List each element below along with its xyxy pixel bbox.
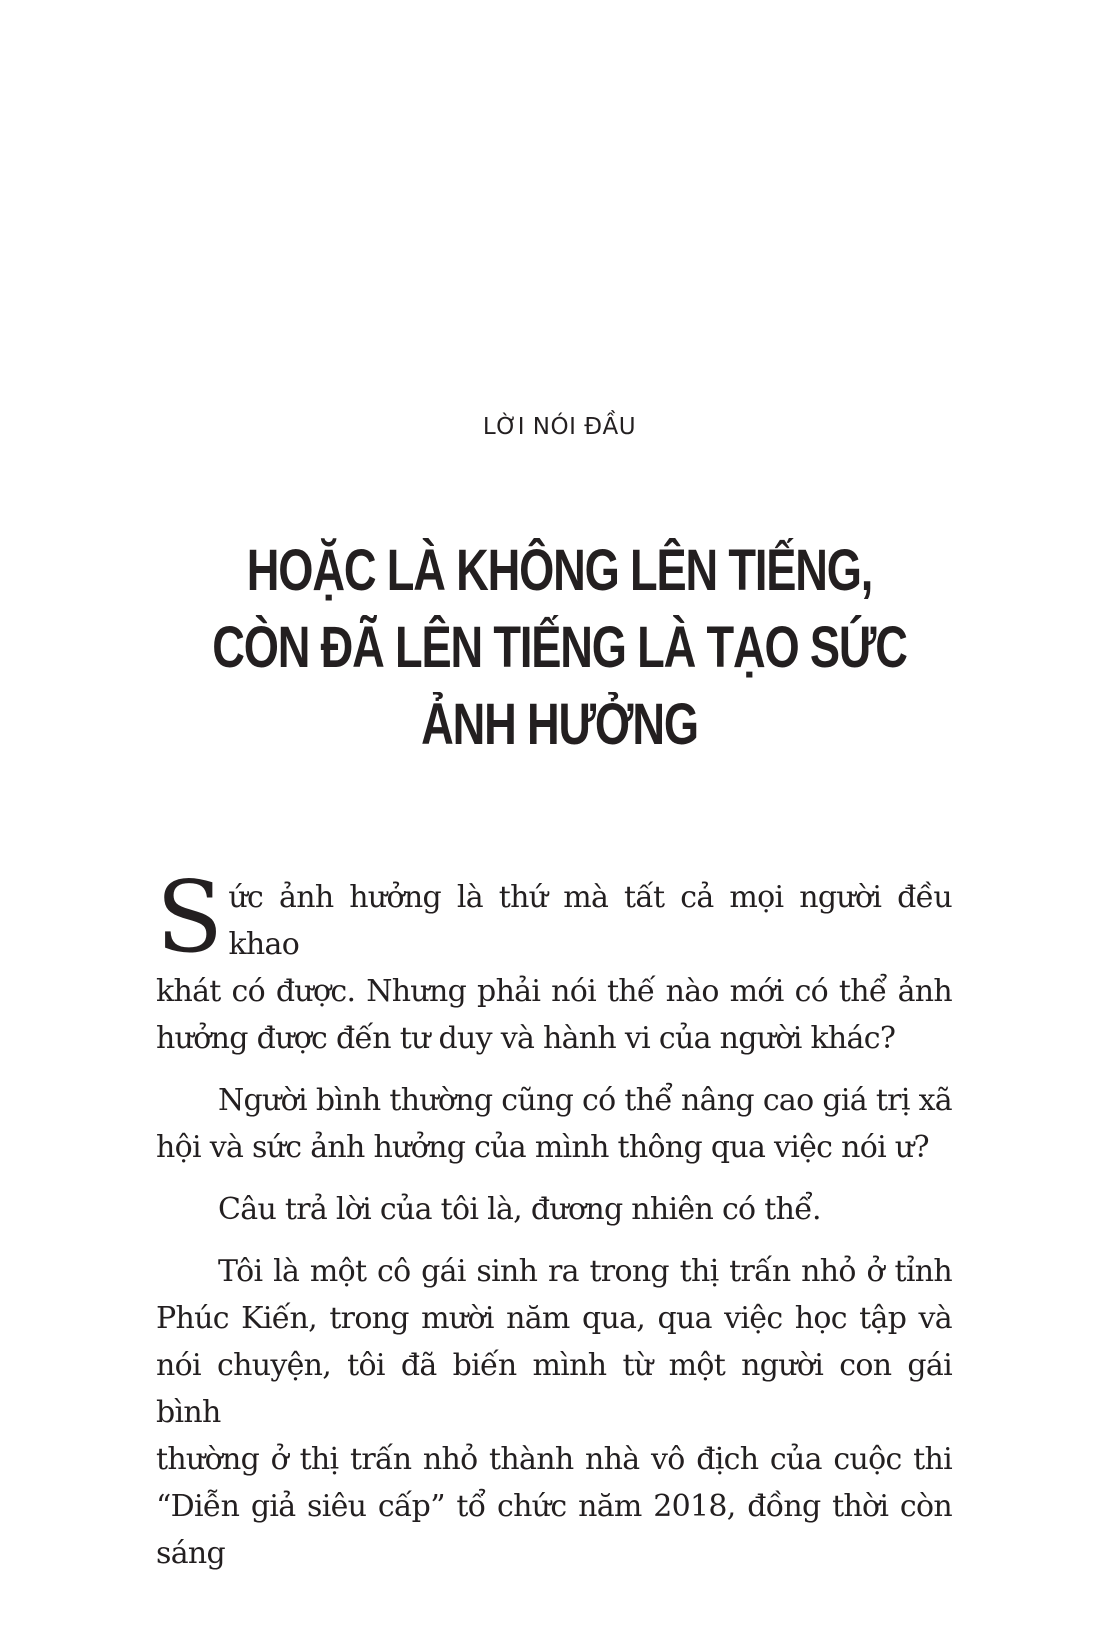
chapter-title-line-2: CÒN ĐÃ LÊN TIẾNG LÀ TẠO SỨC: [212, 615, 907, 680]
text-line: hưởng được đến tư duy và hành vi của người khác?: [156, 1021, 896, 1056]
chapter-title-line-1: HOẶC LÀ KHÔNG LÊN TIẾNG,: [246, 538, 873, 603]
paragraph-3: [156, 1186, 952, 1233]
text-line: Tôi là một cô gái sinh ra trong thị trấn nhỏ ở tỉnh: [218, 1254, 952, 1289]
body-text: [156, 861, 952, 1592]
chapter-title-line-3: ẢNH HƯỞNG: [421, 692, 698, 757]
section-label: LỜI NÓI ĐẦU: [482, 414, 637, 440]
drop-cap: S: [156, 861, 223, 975]
chapter-title: [0, 532, 1119, 763]
text-line: khát có được. Nhưng phải nói thế nào mới có thể ảnh: [156, 974, 952, 1009]
text-line: Phúc Kiến, trong mười năm qua, qua việc học tập và: [156, 1301, 952, 1336]
text-line: Người bình thường cũng có thể nâng cao giá trị xã: [218, 1083, 952, 1118]
text-line: thường ở thị trấn nhỏ thành nhà vô địch của cuộc thi: [156, 1442, 952, 1477]
text-line: “Diễn giả siêu cấp” tổ chức năm 2018, đồng thời còn sáng: [156, 1489, 952, 1571]
text-line: hội và sức ảnh hưởng của mình thông qua việc nói ư?: [156, 1130, 929, 1165]
text-line: ức ảnh hưởng là thứ mà tất cả mọi người đều khao: [228, 880, 952, 962]
text-line: nói chuyện, tôi đã biến mình từ một người con gái bình: [156, 1348, 952, 1430]
paragraph-4: [156, 1248, 952, 1577]
paragraph-2: [156, 1077, 952, 1171]
paragraph-1: [156, 861, 952, 1062]
text-line: Câu trả lời của tôi là, đương nhiên có thể.: [218, 1192, 821, 1227]
